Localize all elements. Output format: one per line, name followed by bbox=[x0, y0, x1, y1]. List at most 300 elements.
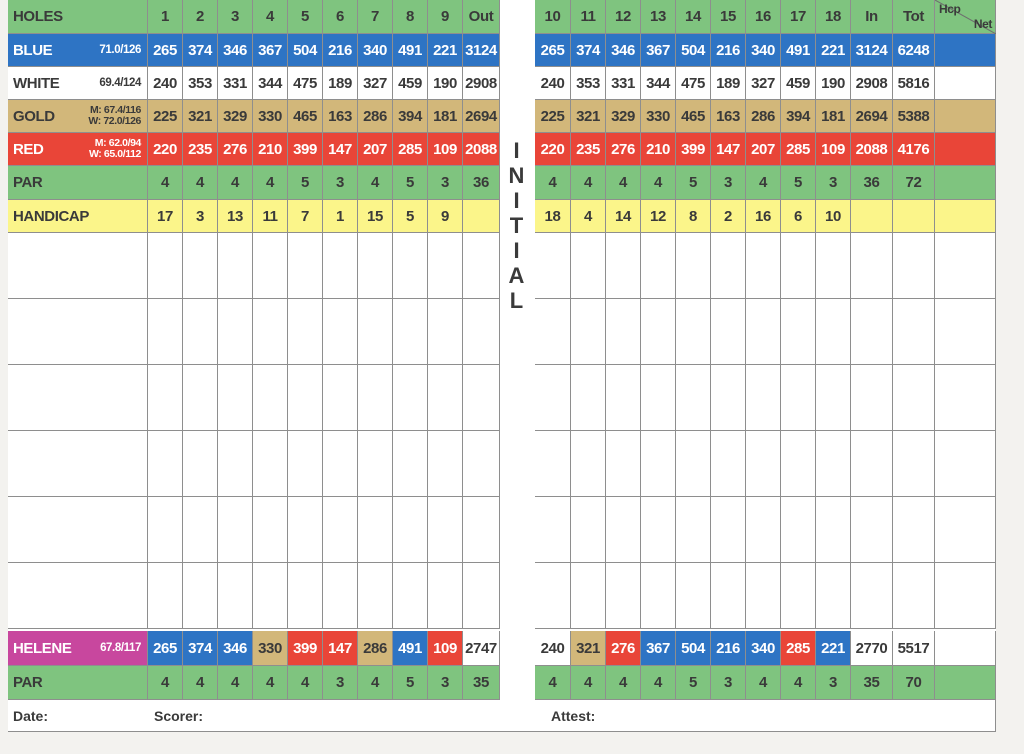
handicap-cell: 10 bbox=[816, 200, 851, 233]
yardage-cell: 329 bbox=[218, 100, 253, 133]
score-entry-cell[interactable] bbox=[711, 299, 746, 365]
yardage-cell: 163 bbox=[323, 100, 358, 133]
initial-letter: I bbox=[513, 238, 520, 263]
tee-rating-line: 69.4/124 bbox=[99, 76, 141, 89]
yardage-cell: 189 bbox=[323, 67, 358, 100]
par-cell: 4 bbox=[253, 166, 288, 200]
score-entry-cell[interactable] bbox=[428, 299, 463, 365]
score-entry-cell[interactable] bbox=[851, 431, 893, 497]
yardage-cell: 465 bbox=[676, 100, 711, 133]
par-cell: 4 bbox=[253, 666, 288, 700]
helene-yardage-cell: 2770 bbox=[851, 631, 893, 666]
score-entry-cell[interactable] bbox=[148, 365, 183, 431]
yardage-cell: 340 bbox=[746, 34, 781, 67]
yardage-cell: 265 bbox=[148, 34, 183, 67]
score-entry-cell[interactable] bbox=[288, 431, 323, 497]
yardage-cell: 190 bbox=[816, 67, 851, 100]
score-entry-cell[interactable] bbox=[893, 497, 935, 563]
score-entry-cell[interactable] bbox=[323, 431, 358, 497]
score-entry-cell[interactable] bbox=[218, 299, 253, 365]
hcp-net-cell bbox=[935, 100, 996, 133]
helene-yardage-cell: 367 bbox=[641, 631, 676, 666]
score-entry-cell[interactable] bbox=[183, 365, 218, 431]
score-entry-cell[interactable] bbox=[463, 431, 500, 497]
score-entry-cell[interactable] bbox=[641, 431, 676, 497]
attest-field[interactable]: Attest: bbox=[551, 708, 596, 724]
hcp-net-entry-cell[interactable] bbox=[935, 497, 996, 563]
score-entry-cell[interactable] bbox=[571, 233, 606, 299]
tee-rating: 67.8/117 bbox=[100, 641, 141, 654]
score-entry-cell[interactable] bbox=[641, 365, 676, 431]
yardage-cell: 330 bbox=[641, 100, 676, 133]
score-entry-cell[interactable] bbox=[746, 431, 781, 497]
par-cell: 5 bbox=[781, 166, 816, 200]
score-entry-cell[interactable] bbox=[358, 233, 393, 299]
score-entry-cell[interactable] bbox=[893, 563, 935, 629]
score-entry-cell[interactable] bbox=[253, 563, 288, 629]
yardage-cell: 189 bbox=[711, 67, 746, 100]
score-entry-cell[interactable] bbox=[358, 563, 393, 629]
score-entry-cell[interactable] bbox=[148, 563, 183, 629]
yardage-cell: 163 bbox=[711, 100, 746, 133]
par-cell: 4 bbox=[571, 166, 606, 200]
handicap-cell: 6 bbox=[781, 200, 816, 233]
helene-yardage-cell: 216 bbox=[711, 631, 746, 666]
score-entry-cell[interactable] bbox=[816, 497, 851, 563]
score-entry-cell[interactable] bbox=[781, 497, 816, 563]
par-cell: 35 bbox=[463, 666, 500, 700]
tee-rating bbox=[88, 105, 141, 127]
score-entry-cell[interactable] bbox=[676, 299, 711, 365]
yardage-cell: 2088 bbox=[851, 133, 893, 166]
helene-yardage-cell: 346 bbox=[218, 631, 253, 666]
par-label: PAR bbox=[8, 166, 148, 200]
par-cell: 4 bbox=[358, 166, 393, 200]
yardage-cell: 109 bbox=[428, 133, 463, 166]
helene-yardage-cell: 399 bbox=[288, 631, 323, 666]
yardage-cell: 327 bbox=[746, 67, 781, 100]
score-entry-cell[interactable] bbox=[288, 365, 323, 431]
score-entry-cell[interactable] bbox=[816, 365, 851, 431]
tee-rating-line: M: 67.4/116 bbox=[89, 104, 141, 116]
hcp-net-entry-cell[interactable] bbox=[935, 233, 996, 299]
score-entry-cell[interactable] bbox=[571, 497, 606, 563]
score-entry-cell[interactable] bbox=[183, 563, 218, 629]
yardage-cell: 181 bbox=[428, 100, 463, 133]
handicap-cell bbox=[851, 200, 893, 233]
score-entry-cell[interactable] bbox=[781, 563, 816, 629]
yardage-cell: 459 bbox=[393, 67, 428, 100]
tee-label-gold bbox=[8, 100, 148, 133]
par-cell: 5 bbox=[676, 166, 711, 200]
score-entry-cell[interactable] bbox=[393, 299, 428, 365]
tee-label-blue bbox=[8, 34, 148, 67]
yardage-cell: 331 bbox=[606, 67, 641, 100]
yardage-cell: 210 bbox=[641, 133, 676, 166]
par-cell: 4 bbox=[148, 166, 183, 200]
score-entry-cell[interactable] bbox=[781, 365, 816, 431]
score-entry-cell[interactable] bbox=[253, 431, 288, 497]
par-cell: 3 bbox=[816, 166, 851, 200]
tee-name: BLUE bbox=[13, 41, 53, 59]
par-cell: 4 bbox=[288, 666, 323, 700]
hole-number-header: 12 bbox=[606, 0, 641, 34]
score-entry-cell[interactable] bbox=[711, 497, 746, 563]
par-cell: 3 bbox=[428, 166, 463, 200]
score-entry-cell[interactable] bbox=[393, 233, 428, 299]
score-entry-cell[interactable] bbox=[535, 563, 571, 629]
handicap-cell: 15 bbox=[358, 200, 393, 233]
score-entry-cell[interactable] bbox=[463, 563, 500, 629]
par-cell: 3 bbox=[711, 666, 746, 700]
yardage-cell: 374 bbox=[183, 34, 218, 67]
par-cell: 3 bbox=[816, 666, 851, 700]
player-name-entry[interactable] bbox=[8, 299, 148, 365]
yardage-cell: 240 bbox=[535, 67, 571, 100]
score-entry-cell[interactable] bbox=[606, 563, 641, 629]
yardage-cell: 220 bbox=[148, 133, 183, 166]
tee-rating bbox=[99, 45, 141, 56]
yardage-cell: 2694 bbox=[463, 100, 500, 133]
player-name-entry[interactable] bbox=[8, 431, 148, 497]
yardage-cell: 344 bbox=[641, 67, 676, 100]
score-entry-cell[interactable] bbox=[183, 431, 218, 497]
score-entry-cell[interactable] bbox=[288, 233, 323, 299]
tee-rating-line: W: 65.0/112 bbox=[88, 148, 141, 160]
score-entry-cell[interactable] bbox=[641, 563, 676, 629]
helene-yardage-cell: 321 bbox=[571, 631, 606, 666]
score-entry-cell[interactable] bbox=[358, 497, 393, 563]
score-entry-cell[interactable] bbox=[781, 233, 816, 299]
score-entry-cell[interactable] bbox=[358, 431, 393, 497]
score-entry-cell[interactable] bbox=[893, 365, 935, 431]
score-entry-cell[interactable] bbox=[535, 497, 571, 563]
score-entry-cell[interactable] bbox=[288, 563, 323, 629]
initial-letter: L bbox=[509, 288, 524, 313]
score-entry-cell[interactable] bbox=[183, 497, 218, 563]
score-entry-cell[interactable] bbox=[851, 233, 893, 299]
yardage-cell: 346 bbox=[218, 34, 253, 67]
yardage-cell: 240 bbox=[148, 67, 183, 100]
yardage-cell: 374 bbox=[571, 34, 606, 67]
score-entry-cell[interactable] bbox=[571, 431, 606, 497]
yardage-cell: 109 bbox=[816, 133, 851, 166]
par-cell: 4 bbox=[183, 166, 218, 200]
yardage-cell: 2088 bbox=[463, 133, 500, 166]
score-entry-cell[interactable] bbox=[148, 497, 183, 563]
yardage-cell: 491 bbox=[393, 34, 428, 67]
score-entry-cell[interactable] bbox=[676, 365, 711, 431]
score-entry-cell[interactable] bbox=[218, 365, 253, 431]
score-entry-cell[interactable] bbox=[393, 365, 428, 431]
score-entry-cell[interactable] bbox=[393, 563, 428, 629]
yardage-cell: 3124 bbox=[851, 34, 893, 67]
score-entry-cell[interactable] bbox=[463, 233, 500, 299]
score-entry-cell[interactable] bbox=[676, 233, 711, 299]
score-entry-cell[interactable] bbox=[218, 497, 253, 563]
yardage-cell: 2908 bbox=[851, 67, 893, 100]
score-entry-cell[interactable] bbox=[711, 365, 746, 431]
score-entry-cell[interactable] bbox=[606, 299, 641, 365]
hole-number-header: 3 bbox=[218, 0, 253, 34]
score-entry-cell[interactable] bbox=[428, 233, 463, 299]
hole-number-header: Out bbox=[463, 0, 500, 34]
helene-yardage-cell: 330 bbox=[253, 631, 288, 666]
score-entry-cell[interactable] bbox=[711, 431, 746, 497]
par-cell: 72 bbox=[893, 166, 935, 200]
yardage-cell: 367 bbox=[641, 34, 676, 67]
score-entry-cell[interactable] bbox=[253, 299, 288, 365]
score-entry-cell[interactable] bbox=[535, 299, 571, 365]
yardage-cell: 344 bbox=[253, 67, 288, 100]
score-entry-cell[interactable] bbox=[148, 431, 183, 497]
par-cell: 4 bbox=[535, 166, 571, 200]
par-cell: 70 bbox=[893, 666, 935, 700]
score-entry-cell[interactable] bbox=[183, 233, 218, 299]
score-entry-cell[interactable] bbox=[358, 299, 393, 365]
par-cell: 3 bbox=[323, 166, 358, 200]
score-entry-cell[interactable] bbox=[893, 299, 935, 365]
score-entry-cell[interactable] bbox=[851, 365, 893, 431]
score-entry-cell[interactable] bbox=[253, 365, 288, 431]
par-cell: 4 bbox=[641, 166, 676, 200]
par-cell: 4 bbox=[606, 166, 641, 200]
hole-number-header: 9 bbox=[428, 0, 463, 34]
score-entry-cell[interactable] bbox=[746, 365, 781, 431]
handicap-cell bbox=[463, 200, 500, 233]
score-entry-cell[interactable] bbox=[428, 431, 463, 497]
tee-label-white bbox=[8, 67, 148, 100]
score-entry-cell[interactable] bbox=[218, 233, 253, 299]
helene-yardage-cell: 147 bbox=[323, 631, 358, 666]
handicap-cell: 2 bbox=[711, 200, 746, 233]
yardage-cell: 216 bbox=[323, 34, 358, 67]
score-entry-cell[interactable] bbox=[781, 431, 816, 497]
score-entry-cell[interactable] bbox=[606, 233, 641, 299]
score-entry-cell[interactable] bbox=[428, 365, 463, 431]
yardage-cell: 285 bbox=[393, 133, 428, 166]
score-entry-cell[interactable] bbox=[323, 233, 358, 299]
yardage-cell: 235 bbox=[571, 133, 606, 166]
score-entry-cell[interactable] bbox=[676, 563, 711, 629]
yardage-cell: 331 bbox=[218, 67, 253, 100]
score-entry-cell[interactable] bbox=[253, 233, 288, 299]
score-entry-cell[interactable] bbox=[746, 563, 781, 629]
score-entry-cell[interactable] bbox=[606, 365, 641, 431]
player-name-entry[interactable] bbox=[8, 497, 148, 563]
score-entry-cell[interactable] bbox=[851, 563, 893, 629]
hcp-net-cell bbox=[935, 133, 996, 166]
score-entry-cell[interactable] bbox=[323, 497, 358, 563]
initial-letter: N bbox=[508, 163, 525, 188]
scorer-field[interactable]: Scorer: bbox=[154, 708, 204, 724]
handicap-cell: 16 bbox=[746, 200, 781, 233]
score-entry-cell[interactable] bbox=[393, 497, 428, 563]
hole-number-header: 6 bbox=[323, 0, 358, 34]
score-entry-cell[interactable] bbox=[641, 497, 676, 563]
yardage-cell: 367 bbox=[253, 34, 288, 67]
yardage-cell: 353 bbox=[183, 67, 218, 100]
score-entry-cell[interactable] bbox=[463, 497, 500, 563]
score-entry-cell[interactable] bbox=[676, 431, 711, 497]
score-entry-cell[interactable] bbox=[606, 497, 641, 563]
helene-yardage-cell: 265 bbox=[148, 631, 183, 666]
score-entry-cell[interactable] bbox=[641, 299, 676, 365]
helene-yardage-cell: 2747 bbox=[463, 631, 500, 666]
yardage-cell: 394 bbox=[393, 100, 428, 133]
score-entry-cell[interactable] bbox=[851, 299, 893, 365]
date-field[interactable]: Date: bbox=[13, 708, 49, 724]
helene-yardage-cell: 240 bbox=[535, 631, 571, 666]
score-entry-cell[interactable] bbox=[288, 497, 323, 563]
score-entry-cell[interactable] bbox=[323, 365, 358, 431]
hole-number-header: 1 bbox=[148, 0, 183, 34]
score-entry-cell[interactable] bbox=[676, 497, 711, 563]
handicap-cell: 7 bbox=[288, 200, 323, 233]
yardage-cell: 330 bbox=[253, 100, 288, 133]
score-entry-cell[interactable] bbox=[428, 497, 463, 563]
yardage-cell: 221 bbox=[428, 34, 463, 67]
yardage-cell: 4176 bbox=[893, 133, 935, 166]
helene-yardage-cell: 276 bbox=[606, 631, 641, 666]
helene-yardage-cell: 340 bbox=[746, 631, 781, 666]
yardage-cell: 207 bbox=[746, 133, 781, 166]
hole-number-header: 16 bbox=[746, 0, 781, 34]
yardage-cell: 147 bbox=[323, 133, 358, 166]
hcp-net-cell bbox=[935, 67, 996, 100]
score-entry-cell[interactable] bbox=[358, 365, 393, 431]
par-cell: 4 bbox=[183, 666, 218, 700]
net-label: Net bbox=[973, 17, 992, 31]
helene-yardage-cell: 285 bbox=[781, 631, 816, 666]
score-entry-cell[interactable] bbox=[816, 431, 851, 497]
handicap-cell bbox=[893, 200, 935, 233]
helene-yardage-cell: 504 bbox=[676, 631, 711, 666]
tee-rating-line: W: 72.0/126 bbox=[88, 115, 141, 127]
par-cell: 5 bbox=[393, 666, 428, 700]
yardage-cell: 221 bbox=[816, 34, 851, 67]
score-entry-cell[interactable] bbox=[183, 299, 218, 365]
player-name-entry[interactable] bbox=[8, 365, 148, 431]
hole-number-header: In bbox=[851, 0, 893, 34]
handicap-cell: 11 bbox=[253, 200, 288, 233]
yardage-cell: 225 bbox=[535, 100, 571, 133]
tee-name: WHITE bbox=[13, 74, 60, 92]
hcp-net-entry-cell[interactable] bbox=[935, 299, 996, 365]
score-entry-cell[interactable] bbox=[148, 233, 183, 299]
score-entry-cell[interactable] bbox=[428, 563, 463, 629]
par-cell: 4 bbox=[358, 666, 393, 700]
score-entry-cell[interactable] bbox=[463, 299, 500, 365]
handicap-cell: 8 bbox=[676, 200, 711, 233]
yardage-cell: 6248 bbox=[893, 34, 935, 67]
score-entry-cell[interactable] bbox=[711, 563, 746, 629]
tee-rating bbox=[99, 78, 141, 89]
score-entry-cell[interactable] bbox=[218, 563, 253, 629]
hcp-net-cell bbox=[935, 666, 996, 700]
score-entry-cell[interactable] bbox=[288, 299, 323, 365]
score-entry-cell[interactable] bbox=[253, 497, 288, 563]
hcp-net-entry-cell[interactable] bbox=[935, 365, 996, 431]
score-entry-cell[interactable] bbox=[393, 431, 428, 497]
player-name-entry[interactable] bbox=[8, 233, 148, 299]
footer-row bbox=[8, 700, 996, 732]
score-entry-cell[interactable] bbox=[571, 365, 606, 431]
yardage-cell: 210 bbox=[253, 133, 288, 166]
yardage-cell: 399 bbox=[676, 133, 711, 166]
par-cell: 3 bbox=[323, 666, 358, 700]
yardage-cell: 346 bbox=[606, 34, 641, 67]
score-entry-cell[interactable] bbox=[535, 233, 571, 299]
score-entry-cell[interactable] bbox=[641, 233, 676, 299]
score-entry-cell[interactable] bbox=[746, 497, 781, 563]
hole-number-header: Tot bbox=[893, 0, 935, 34]
score-entry-cell[interactable] bbox=[816, 563, 851, 629]
par-cell: 36 bbox=[463, 166, 500, 200]
tee-name: GOLD bbox=[13, 107, 55, 125]
par-cell: 4 bbox=[781, 666, 816, 700]
score-entry-cell[interactable] bbox=[851, 497, 893, 563]
par-cell: 3 bbox=[428, 666, 463, 700]
score-entry-cell[interactable] bbox=[323, 299, 358, 365]
hcp-net-cell bbox=[935, 166, 996, 200]
initial-letter: I bbox=[513, 138, 520, 163]
hole-number-header: 13 bbox=[641, 0, 676, 34]
score-entry-cell[interactable] bbox=[571, 563, 606, 629]
handicap-cell: 17 bbox=[148, 200, 183, 233]
player-name-entry[interactable] bbox=[8, 563, 148, 629]
score-entry-cell[interactable] bbox=[893, 431, 935, 497]
hole-number-header: 4 bbox=[253, 0, 288, 34]
score-entry-cell[interactable] bbox=[571, 299, 606, 365]
score-entry-cell[interactable] bbox=[148, 299, 183, 365]
score-entry-cell[interactable] bbox=[816, 299, 851, 365]
yardage-cell: 504 bbox=[288, 34, 323, 67]
hole-number-header: 18 bbox=[816, 0, 851, 34]
yardage-cell: 327 bbox=[358, 67, 393, 100]
score-entry-cell[interactable] bbox=[746, 299, 781, 365]
handicap-cell: 4 bbox=[571, 200, 606, 233]
yardage-cell: 216 bbox=[711, 34, 746, 67]
par-cell: 5 bbox=[676, 666, 711, 700]
yardage-cell: 329 bbox=[606, 100, 641, 133]
score-entry-cell[interactable] bbox=[463, 365, 500, 431]
score-entry-cell[interactable] bbox=[535, 365, 571, 431]
hcp-net-entry-cell[interactable] bbox=[935, 431, 996, 497]
hcp-net-cell bbox=[935, 200, 996, 233]
initial-letter: I bbox=[513, 188, 520, 213]
par-cell: 36 bbox=[851, 166, 893, 200]
scorecard bbox=[8, 0, 996, 732]
handicap-cell: 5 bbox=[393, 200, 428, 233]
score-entry-cell[interactable] bbox=[816, 233, 851, 299]
score-entry-cell[interactable] bbox=[893, 233, 935, 299]
handicap-cell: 3 bbox=[183, 200, 218, 233]
hole-number-header: 17 bbox=[781, 0, 816, 34]
yardage-cell: 207 bbox=[358, 133, 393, 166]
score-entry-cell[interactable] bbox=[606, 431, 641, 497]
score-entry-cell[interactable] bbox=[711, 233, 746, 299]
score-entry-cell[interactable] bbox=[746, 233, 781, 299]
hole-number-header: 10 bbox=[535, 0, 571, 34]
score-entry-cell[interactable] bbox=[781, 299, 816, 365]
hcp-net-entry-cell[interactable] bbox=[935, 563, 996, 629]
yardage-cell: 286 bbox=[358, 100, 393, 133]
yardage-cell: 3124 bbox=[463, 34, 500, 67]
score-entry-cell[interactable] bbox=[323, 563, 358, 629]
score-entry-cell[interactable] bbox=[218, 431, 253, 497]
score-entry-cell[interactable] bbox=[535, 431, 571, 497]
